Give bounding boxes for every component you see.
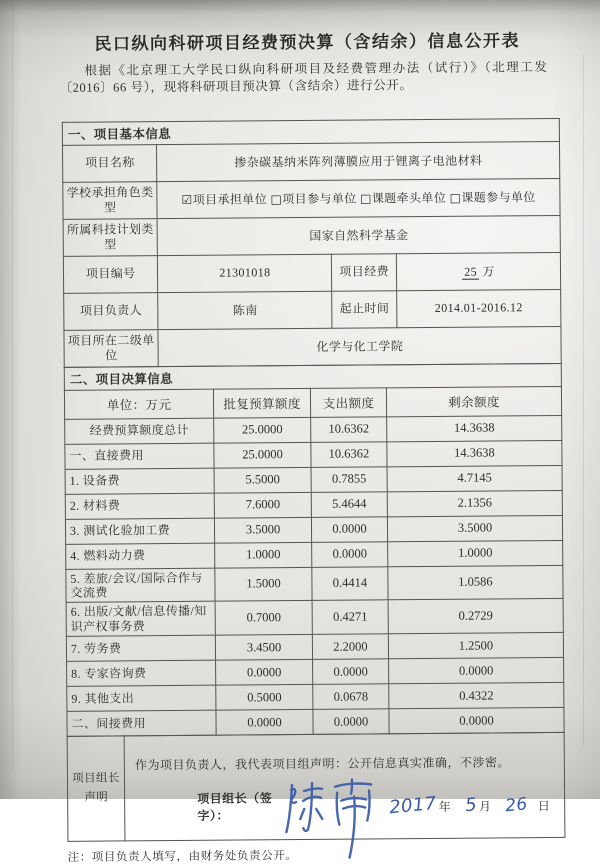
date-day-group	[505, 795, 552, 815]
budget-row	[66, 599, 563, 637]
footnote: 注：项目负责人填写，由财务处负责公开。	[67, 850, 298, 864]
budget-remaining: 1.0000	[388, 540, 563, 566]
budget-spent: 0.0678	[313, 684, 389, 710]
budget-remaining: 0.2729	[388, 599, 563, 634]
budget-category: 二、间接费用	[67, 710, 216, 736]
budget-row	[67, 682, 564, 711]
pi-label: 项目负责人	[64, 292, 159, 330]
date-year-handwritten: 2017	[388, 792, 438, 818]
final-accounts-table	[64, 362, 565, 736]
budget-row	[67, 658, 564, 687]
signature-date	[389, 794, 564, 816]
declaration-row	[67, 732, 565, 841]
project-name-label: 项目名称	[62, 144, 157, 182]
budget-category: 6. 出版/文献/信息传播/知识产权事务费	[66, 601, 215, 636]
role-option	[270, 192, 356, 207]
signature-ink-icon	[279, 775, 384, 862]
budget-header-row	[64, 386, 561, 419]
budget-approved: 0.0000	[216, 659, 313, 685]
date-month-group	[465, 794, 493, 815]
budget-category: 经费预算额度总计	[65, 418, 214, 444]
budget-remaining: 1.2500	[388, 633, 563, 659]
duration-value: 2014.01-2016.12	[397, 289, 561, 327]
duration-label: 起止时间	[332, 290, 397, 328]
role-option	[450, 190, 536, 205]
budget-spent: 0.0000	[313, 659, 389, 685]
date-year-group	[389, 794, 453, 816]
budget-remaining: 0.4322	[389, 682, 564, 708]
row-department	[64, 326, 561, 367]
budget-approved: 0.0000	[216, 709, 313, 735]
date-day-unit: 日	[537, 798, 551, 813]
date-year-unit: 年	[438, 799, 452, 814]
disclosure-form	[62, 117, 566, 841]
budget-approved: 25.0000	[214, 442, 311, 468]
budget-remaining: 0.0000	[389, 658, 564, 684]
budget-row	[65, 515, 562, 544]
row-project-name	[62, 141, 559, 182]
role-option-label: 课题牵头单位	[371, 190, 447, 206]
budget-row	[65, 440, 562, 469]
section-title: 二、项目决算信息	[64, 363, 561, 390]
budget-approved: 3.5000	[215, 517, 312, 543]
budget-row	[65, 415, 562, 444]
budget-spent: 0.4271	[312, 600, 388, 634]
date-day-handwritten: 26	[504, 793, 529, 816]
budget-remaining: 0.0000	[389, 707, 564, 733]
row-project-number	[63, 252, 560, 293]
budget-spent: 0.7855	[311, 466, 387, 492]
budget-row	[65, 465, 562, 494]
role-option	[360, 191, 446, 206]
date-month-unit: 月	[478, 799, 492, 814]
budget-spent: 10.6362	[311, 416, 387, 442]
budget-category: 4. 燃料动力费	[66, 543, 215, 569]
budget-approved: 7.6000	[214, 492, 311, 518]
pi-value: 陈南	[158, 291, 332, 329]
role-option-label: 课题参与单位	[461, 190, 536, 205]
budget-row	[65, 490, 562, 519]
plan-type-value: 国家自然科学基金	[157, 215, 560, 255]
checkbox-icon: □	[449, 190, 462, 205]
declaration-label: 项目组长声明	[67, 736, 125, 841]
budget-remaining: 14.3638	[387, 440, 562, 466]
col-spent: 支出额度	[310, 387, 386, 417]
budget-approved: 3.4500	[215, 634, 312, 660]
funding-label: 项目经费	[332, 253, 397, 291]
budget-remaining: 4.7145	[387, 465, 562, 491]
checkbox-icon: □	[359, 191, 372, 206]
signature-label: 项目组长（签字）：	[197, 791, 273, 823]
checkbox-icon: ☑	[181, 192, 193, 207]
budget-remaining: 2.1356	[387, 490, 562, 516]
department-value: 化学与化工学院	[158, 326, 561, 366]
signature-line	[197, 784, 564, 827]
budget-remaining: 14.3638	[387, 415, 562, 441]
budget-spent: 10.6362	[311, 441, 387, 467]
row-role-type	[63, 178, 560, 219]
row-principal-investigator	[64, 289, 561, 330]
role-option-label: 项目参与单位	[282, 191, 357, 207]
col-remaining: 剩余额度	[386, 386, 561, 416]
intro-paragraph: 根据《北京理工大学民口纵向科研项目及经费管理办法（试行）》（北理工发〔2016〕66 号），现将科研项目预决算（含结余）进行公开。	[59, 60, 548, 96]
budget-row	[66, 540, 563, 569]
budget-approved: 5.5000	[214, 467, 311, 493]
role-option	[181, 192, 267, 207]
budget-approved: 1.0000	[215, 542, 312, 568]
budget-category: 2. 材料费	[65, 493, 214, 519]
role-checkbox-group	[157, 178, 560, 218]
declaration-content	[124, 732, 565, 840]
budget-approved: 0.5000	[216, 684, 313, 710]
budget-row	[66, 633, 563, 662]
page-title: 民口纵向科研项目经费预决算（含结余）信息公开表	[94, 31, 521, 54]
checkbox-icon: □	[270, 192, 283, 207]
budget-spent: 0.4414	[312, 566, 388, 600]
budget-row	[66, 565, 563, 603]
role-option-label: 项目承担单位	[192, 192, 268, 207]
basic-info-table	[62, 117, 562, 367]
budget-spent: 0.0000	[312, 541, 388, 567]
department-label: 项目所在二级单位	[64, 329, 159, 367]
section-title: 一、项目基本信息	[62, 118, 559, 145]
row-plan-type	[63, 215, 560, 256]
budget-spent: 5.4644	[311, 491, 387, 517]
budget-remaining: 3.5000	[387, 515, 562, 541]
signature-handwriting	[279, 786, 355, 827]
date-month-handwritten: 5	[464, 793, 478, 816]
budget-category: 9. 其他支出	[67, 685, 216, 711]
budget-rows	[65, 415, 564, 736]
budget-approved: 25.0000	[214, 417, 311, 443]
plan-type-label: 所属科技计划类型	[63, 218, 158, 256]
budget-remaining: 1.0586	[388, 565, 563, 600]
budget-approved: 0.7000	[215, 601, 312, 636]
project-number-label: 项目编号	[63, 255, 158, 293]
project-name-value: 掺杂碳基纳米阵列薄膜应用于锂离子电池材料	[157, 141, 560, 181]
budget-category: 3. 测试化验加工费	[65, 518, 214, 544]
role-type-label: 学校承担角色类型	[63, 181, 158, 219]
budget-category: 5. 差旅/会议/国际合作与交流费	[66, 568, 215, 603]
budget-spent: 0.0000	[313, 709, 389, 735]
col-unit: 单位：万元	[64, 389, 213, 419]
project-number-value: 21301018	[158, 254, 332, 292]
funding-value	[396, 252, 560, 290]
budget-category: 7. 劳务费	[66, 635, 215, 661]
funding-unit: 万	[482, 264, 495, 279]
budget-category: 8. 专家咨询费	[67, 660, 216, 686]
col-approved: 批复预算额度	[214, 388, 311, 418]
budget-category: 一、直接费用	[65, 443, 214, 469]
budget-spent: 0.0000	[311, 516, 387, 542]
budget-approved: 1.5000	[215, 567, 312, 602]
declaration-statement: 作为项目负责人，我代表项目组声明：公开信息真实准确，不涉密。	[134, 755, 511, 773]
budget-category: 1. 设备费	[65, 468, 214, 494]
budget-spent: 2.2000	[312, 634, 388, 660]
declaration-table	[67, 732, 566, 842]
funding-amount: 25	[462, 265, 479, 280]
